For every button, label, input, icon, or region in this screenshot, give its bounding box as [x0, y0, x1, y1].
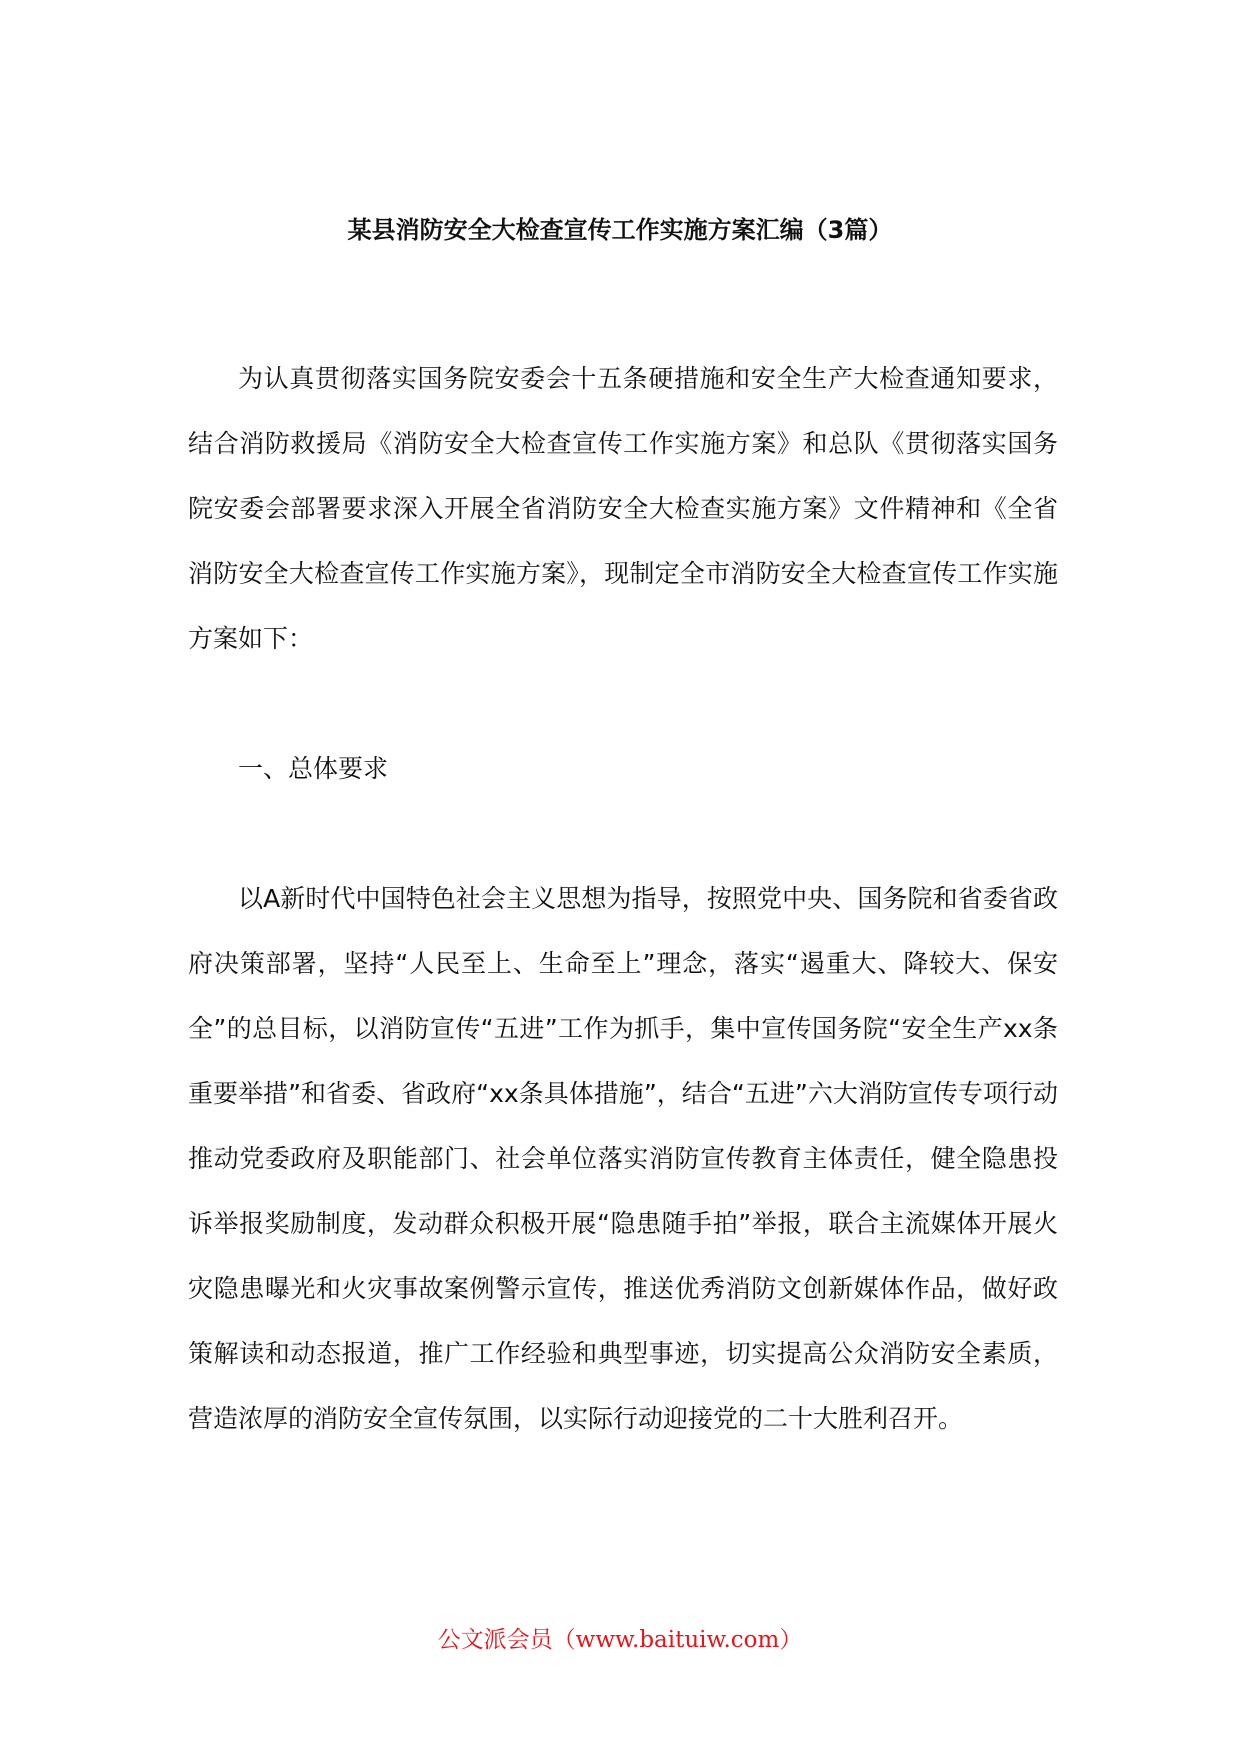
- footer-url-link[interactable]: www.baituiw.com: [575, 1627, 780, 1653]
- intro-paragraph: 为认真贯彻落实国务院安委会十五条硬措施和安全生产大检查通知要求，结合消防救援局《消防安全大检查宣传工作实施方案》和总队《贯彻落实国务院安委会部署要求深入开展全省消防安全大检查实施方案》文件精神和《全省消防安全大检查宣传工作实施方案》，现制定全市消防安全大检查宣传工作实施方案如下：: [188, 364, 1058, 653]
- footer-watermark: [0, 1620, 1240, 1660]
- document-title: 某县消防安全大检查宣传工作实施方案汇编（3篇）: [347, 216, 893, 244]
- footer-paren-open: （: [552, 1627, 576, 1653]
- section-heading: 一、总体要求: [238, 754, 389, 783]
- footer-label: 公文派会员: [437, 1627, 553, 1653]
- footer-paren-close: ）: [779, 1627, 803, 1653]
- body-paragraph: 以A新时代中国特色社会主义思想为指导，按照党中央、国务院和省委省政府决策部署，坚持“人民至上、生命至上”理念，落实“遏重大、降较大、保安全”的总目标，以消防宣传“五进”工作为抓手，集中宣传国务院“安全生产xx条重要举措”和省委、省政府“xx条具体措施”，结合“五进”六大消防宣传专项行动推动党委政府及职能部门、社会单位落实消防宣传教育主体责任，健全隐患投诉举报奖励制度，发动群众积极开展“隐患随手拍”举报，联合主流媒体开展火灾隐患曝光和火灾事故案例警示宣传，推送优秀消防文创新媒体作品，做好政策解读和动态报道，推广工作经验和典型事迹，切实提高公众消防安全素质，营造浓厚的消防安全宣传氛围，以实际行动迎接党的二十大胜利召开。: [188, 884, 1058, 1433]
